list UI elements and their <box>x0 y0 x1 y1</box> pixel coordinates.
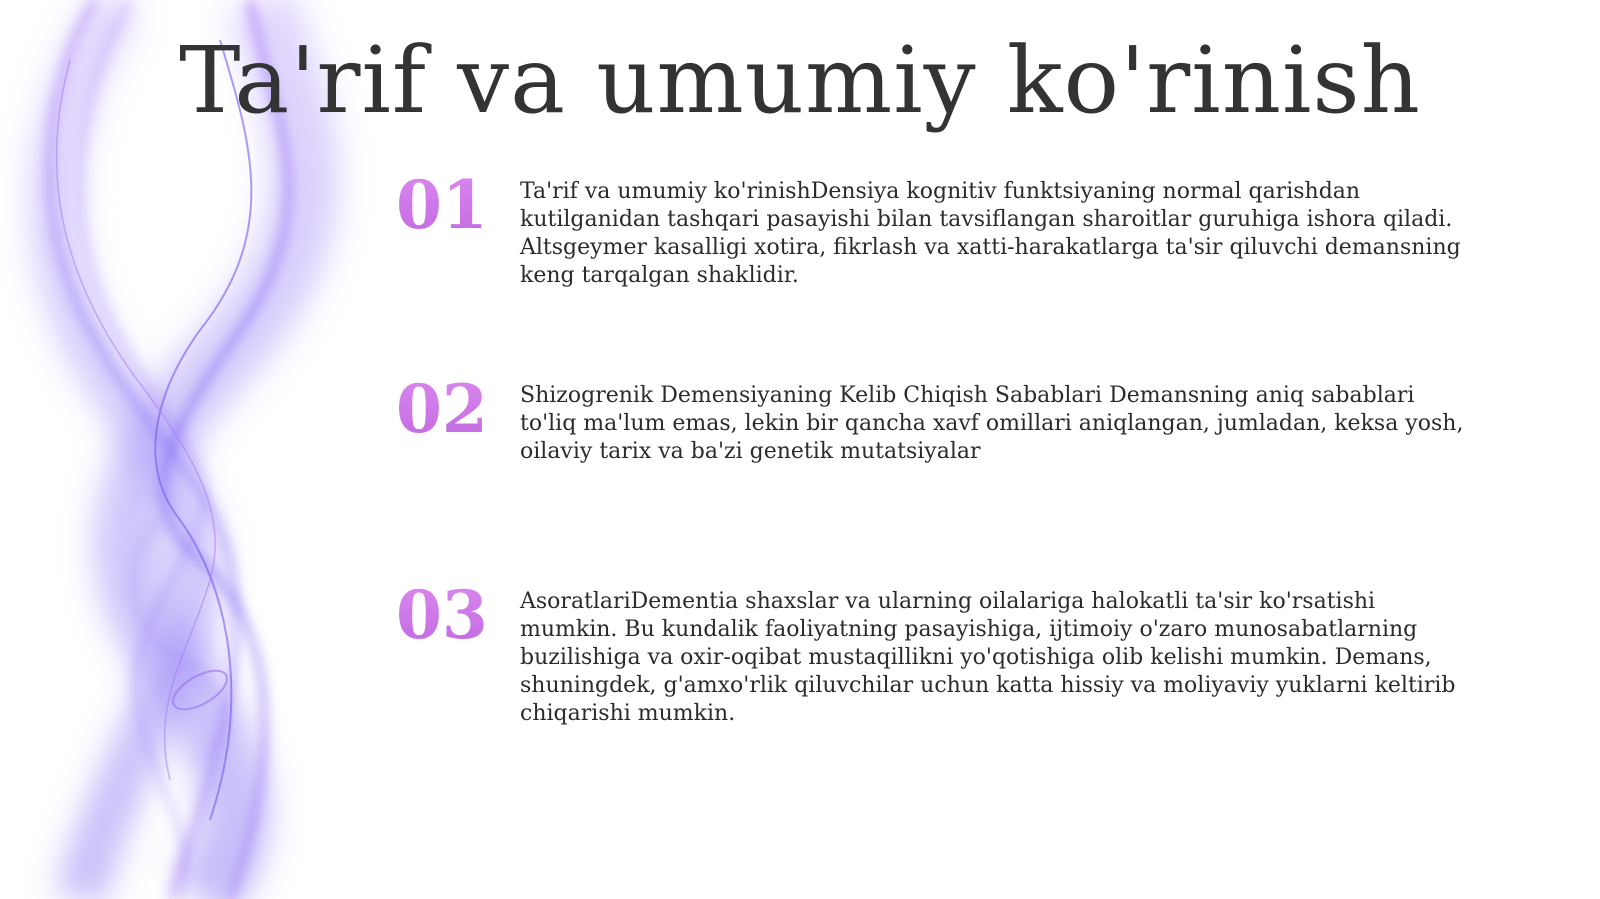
purple-smoke-decoration <box>0 0 420 899</box>
item-text: Shizogrenik Demensiyaning Kelib Chiqish Sabablari Demansning aniq sabablari to'liq ma'lum emas, lekin bir qancha xavf omillari aniqlangan, jumladan, keksa yosh, oilaviy tarix va ba'zi genetik mutatsiyalar <box>520 383 1464 464</box>
slide-title: Ta'rif va umumiy ko'rinish <box>179 27 1421 134</box>
item-number: 03 <box>396 582 506 648</box>
item-number: 01 <box>396 172 506 238</box>
item-text: AsoratlariDementia shaxslar va ularning oilalariga halokatli ta'sir ko'rsatishi mumkin. Bu kundalik faoliyatning pasayishiga, ijtimoiy o'zaro munosabatlarning buzilishiga va oxir-oqibat mustaqillikni yo'qotishiga olib kelishi mumkin. Demans, shuningdek, g'amxo'rlik qiluvchilar uchun katta hissiy va moliyaviy yuklarni keltirib chiqarishi mumkin. <box>520 589 1456 726</box>
item-number: 02 <box>396 376 506 442</box>
item-text: Ta'rif va umumiy ko'rinishDensiya kognitiv funktsiyaning normal qarishdan kutilganidan tashqari pasayishi bilan tavsiflangan sharoitlar guruhiga ishora qiladi. Altsgeymer kasalligi xotira, fikrlash va xatti-harakatlarga ta'sir qiluvchi demansning keng tarqalgan shaklidir. <box>520 179 1461 288</box>
